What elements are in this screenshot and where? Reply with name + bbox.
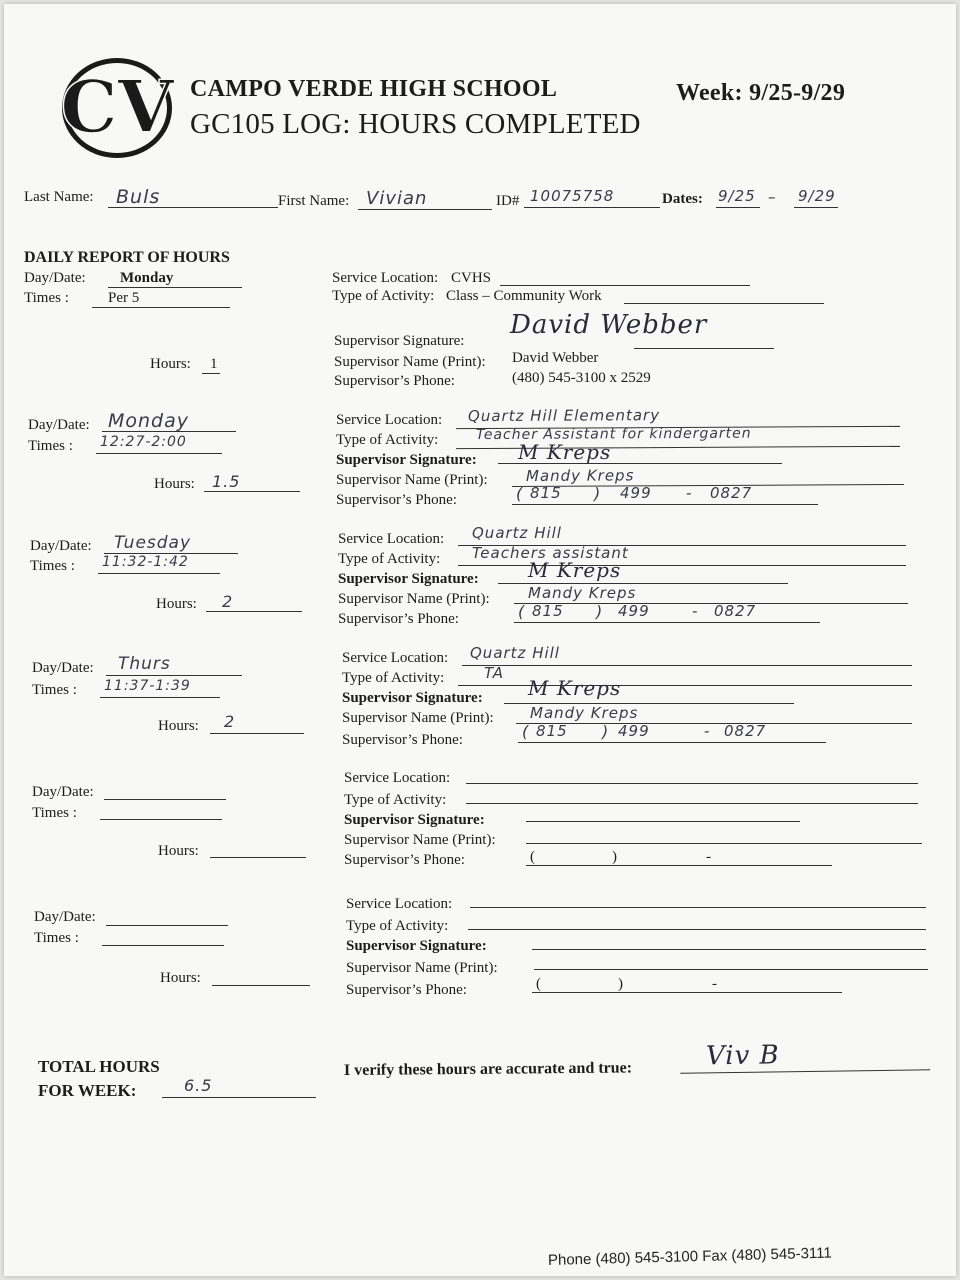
supervisor-phone-label: Supervisor’s Phone: bbox=[334, 373, 455, 389]
supervisor-name-label: Supervisor Name (Print): bbox=[344, 832, 496, 848]
service-location-field[interactable]: Quartz Hill bbox=[462, 644, 912, 666]
activity-label: Type of Activity: bbox=[332, 288, 435, 304]
supervisor-signature-label: Supervisor Signature: bbox=[342, 690, 483, 706]
hours-field[interactable]: 2 bbox=[210, 714, 304, 734]
supervisor-phone-field[interactable]: ( 815 ) 499 - 0827 bbox=[512, 484, 818, 506]
times-field[interactable]: 12:27-2:00 bbox=[96, 434, 222, 454]
hours-field[interactable] bbox=[210, 840, 306, 858]
times-field[interactable] bbox=[102, 928, 224, 946]
activity-field[interactable] bbox=[468, 910, 926, 930]
supervisor-name-label: Supervisor Name (Print): bbox=[346, 960, 498, 976]
times-label: Times : bbox=[28, 438, 73, 454]
supervisor-signature-field[interactable] bbox=[532, 930, 926, 950]
service-location-label: Service Location: bbox=[342, 650, 449, 666]
supervisor-name-label: Supervisor Name (Print): bbox=[336, 472, 488, 488]
hours-field[interactable]: 1 bbox=[202, 356, 220, 374]
svg-text:CV: CV bbox=[60, 64, 174, 149]
day-date-field[interactable] bbox=[106, 908, 228, 926]
activity-field[interactable]: Teacher Assistant for kindergarten bbox=[456, 425, 900, 449]
service-location-field[interactable] bbox=[466, 764, 918, 784]
supervisor-phone-label: Supervisor’s Phone: bbox=[338, 611, 459, 627]
verify-statement: I verify these hours are accurate and true: bbox=[343, 1059, 633, 1079]
supervisor-name-field[interactable]: Mandy Kreps bbox=[516, 704, 912, 724]
supervisor-phone-field[interactable]: ( ) - bbox=[526, 849, 832, 869]
total-hours-label-2: FOR WEEK: bbox=[38, 1081, 137, 1100]
supervisor-signature-label: Supervisor Signature: bbox=[334, 333, 465, 349]
day-date-field[interactable]: Monday bbox=[108, 270, 242, 288]
supervisor-phone-field[interactable]: ( ) - bbox=[532, 976, 842, 996]
service-location-label: Service Location: bbox=[346, 896, 453, 912]
day-date-field[interactable]: Thurs bbox=[106, 654, 242, 676]
supervisor-name-label: Supervisor Name (Print): bbox=[338, 591, 490, 607]
service-location-field[interactable]: Quartz Hill bbox=[458, 524, 906, 546]
hours-label: Hours: bbox=[156, 596, 197, 612]
supervisor-phone-field[interactable]: ( 815 ) 499 - 0827 bbox=[514, 602, 820, 624]
activity-label: Type of Activity: bbox=[344, 792, 447, 808]
times-label: Times : bbox=[34, 930, 79, 946]
hours-field[interactable]: 2 bbox=[206, 592, 302, 612]
total-hours-field[interactable]: 6.5 bbox=[162, 1076, 316, 1098]
supervisor-phone-value: (480) 545-3100 x 2529 bbox=[512, 370, 651, 386]
service-location-label: Service Location: bbox=[336, 412, 443, 428]
hours-label: Hours: bbox=[150, 356, 191, 372]
hours-label: Hours: bbox=[160, 970, 201, 986]
date-from-field[interactable]: 9/25 bbox=[716, 186, 760, 208]
supervisor-name-value: David Webber bbox=[512, 350, 599, 366]
week-label: Week: 9/25-9/29 bbox=[676, 80, 846, 106]
supervisor-signature-label: Supervisor Signature: bbox=[336, 452, 477, 468]
supervisor-signature-field[interactable] bbox=[526, 804, 800, 822]
supervisor-signature: David Webber bbox=[510, 310, 708, 340]
service-location-value: CVHS bbox=[451, 270, 492, 286]
times-field[interactable] bbox=[100, 802, 222, 820]
hours-field[interactable]: 1.5 bbox=[204, 472, 300, 492]
activity-field[interactable] bbox=[466, 784, 918, 804]
day-date-field[interactable]: Tuesday bbox=[104, 532, 238, 554]
supervisor-signature-field[interactable]: M Kreps bbox=[504, 682, 794, 704]
activity-label: Type of Activity: bbox=[342, 670, 445, 686]
day-date-label: Day/Date: bbox=[30, 538, 92, 554]
supervisor-signature-field[interactable]: M Kreps bbox=[498, 562, 788, 584]
activity-label: Type of Activity: bbox=[338, 551, 441, 567]
hours-field[interactable] bbox=[212, 966, 310, 986]
school-name: CAMPO VERDE HIGH SCHOOL bbox=[190, 76, 558, 102]
dates-label: Dates: bbox=[662, 191, 703, 207]
activity-label: Type of Activity: bbox=[346, 918, 449, 934]
hours-label: Hours: bbox=[158, 718, 199, 734]
service-location-label: Service Location: bbox=[338, 531, 445, 547]
supervisor-name-field[interactable]: Mandy Kreps bbox=[512, 465, 904, 487]
supervisor-name-field[interactable] bbox=[526, 824, 922, 844]
day-date-label: Day/Date: bbox=[28, 417, 90, 433]
first-name-field[interactable]: Vivian bbox=[358, 188, 492, 210]
supervisor-signature-label: Supervisor Signature: bbox=[346, 938, 487, 954]
supervisor-name-label: Supervisor Name (Print): bbox=[334, 354, 486, 370]
service-location-label: Service Location: bbox=[344, 770, 451, 786]
times-field[interactable]: Per 5 bbox=[92, 290, 230, 308]
activity-label: Type of Activity: bbox=[336, 432, 439, 448]
date-separator: – bbox=[768, 188, 777, 206]
day-date-field[interactable]: Monday bbox=[102, 410, 236, 432]
supervisor-name-label: Supervisor Name (Print): bbox=[342, 710, 494, 726]
times-label: Times : bbox=[24, 290, 69, 306]
day-date-label: Day/Date: bbox=[24, 270, 86, 286]
day-date-field[interactable] bbox=[104, 782, 226, 800]
id-field[interactable]: 10075758 bbox=[524, 186, 660, 208]
hours-label: Hours: bbox=[154, 476, 195, 492]
daily-report-heading: DAILY REPORT OF HOURS bbox=[24, 249, 230, 266]
date-to-field[interactable]: 9/29 bbox=[794, 186, 838, 208]
activity-field[interactable]: Teachers assistant bbox=[458, 544, 906, 566]
last-name-label: Last Name: bbox=[24, 189, 94, 205]
service-location-field[interactable] bbox=[470, 888, 926, 908]
footer-contact: Phone (480) 545-3100 Fax (480) 545-3111 bbox=[547, 1244, 832, 1269]
first-name-label: First Name: bbox=[278, 193, 350, 209]
day-date-label: Day/Date: bbox=[32, 784, 94, 800]
activity-field[interactable]: TA bbox=[458, 664, 912, 686]
supervisor-phone-label: Supervisor’s Phone: bbox=[346, 982, 467, 998]
supervisor-name-field[interactable]: Mandy Kreps bbox=[514, 584, 908, 604]
last-name-field[interactable]: Buls bbox=[108, 186, 278, 208]
hours-label: Hours: bbox=[158, 843, 199, 859]
log-sheet bbox=[4, 4, 956, 1276]
total-hours-label-1: TOTAL HOURS bbox=[38, 1057, 160, 1076]
cv-logo-icon bbox=[60, 56, 174, 160]
times-field[interactable]: 11:37-1:39 bbox=[100, 678, 220, 698]
times-label: Times : bbox=[32, 682, 77, 698]
id-label: ID# bbox=[496, 193, 520, 209]
supervisor-phone-label: Supervisor’s Phone: bbox=[336, 492, 457, 508]
times-label: Times : bbox=[32, 805, 77, 821]
service-location-label: Service Location: bbox=[332, 270, 439, 286]
service-location-field[interactable]: Quartz Hill Elementary bbox=[456, 405, 900, 429]
times-label: Times : bbox=[30, 558, 75, 574]
verify-signature-field[interactable]: Viv B bbox=[680, 1040, 930, 1073]
supervisor-signature-label: Supervisor Signature: bbox=[338, 571, 479, 587]
times-field[interactable]: 11:32-1:42 bbox=[98, 554, 220, 574]
supervisor-phone-label: Supervisor’s Phone: bbox=[344, 852, 465, 868]
supervisor-phone-label: Supervisor’s Phone: bbox=[342, 732, 463, 748]
supervisor-name-field[interactable] bbox=[534, 950, 928, 970]
supervisor-signature-field[interactable]: M Kreps bbox=[498, 444, 782, 464]
supervisor-signature-label: Supervisor Signature: bbox=[344, 812, 485, 828]
supervisor-phone-field[interactable]: ( 815 ) 499 - 0827 bbox=[518, 722, 826, 744]
day-date-label: Day/Date: bbox=[34, 909, 96, 925]
activity-value: Class – Community Work bbox=[446, 288, 602, 304]
page-title: GC105 LOG: HOURS COMPLETED bbox=[190, 108, 641, 140]
day-date-label: Day/Date: bbox=[32, 660, 94, 676]
